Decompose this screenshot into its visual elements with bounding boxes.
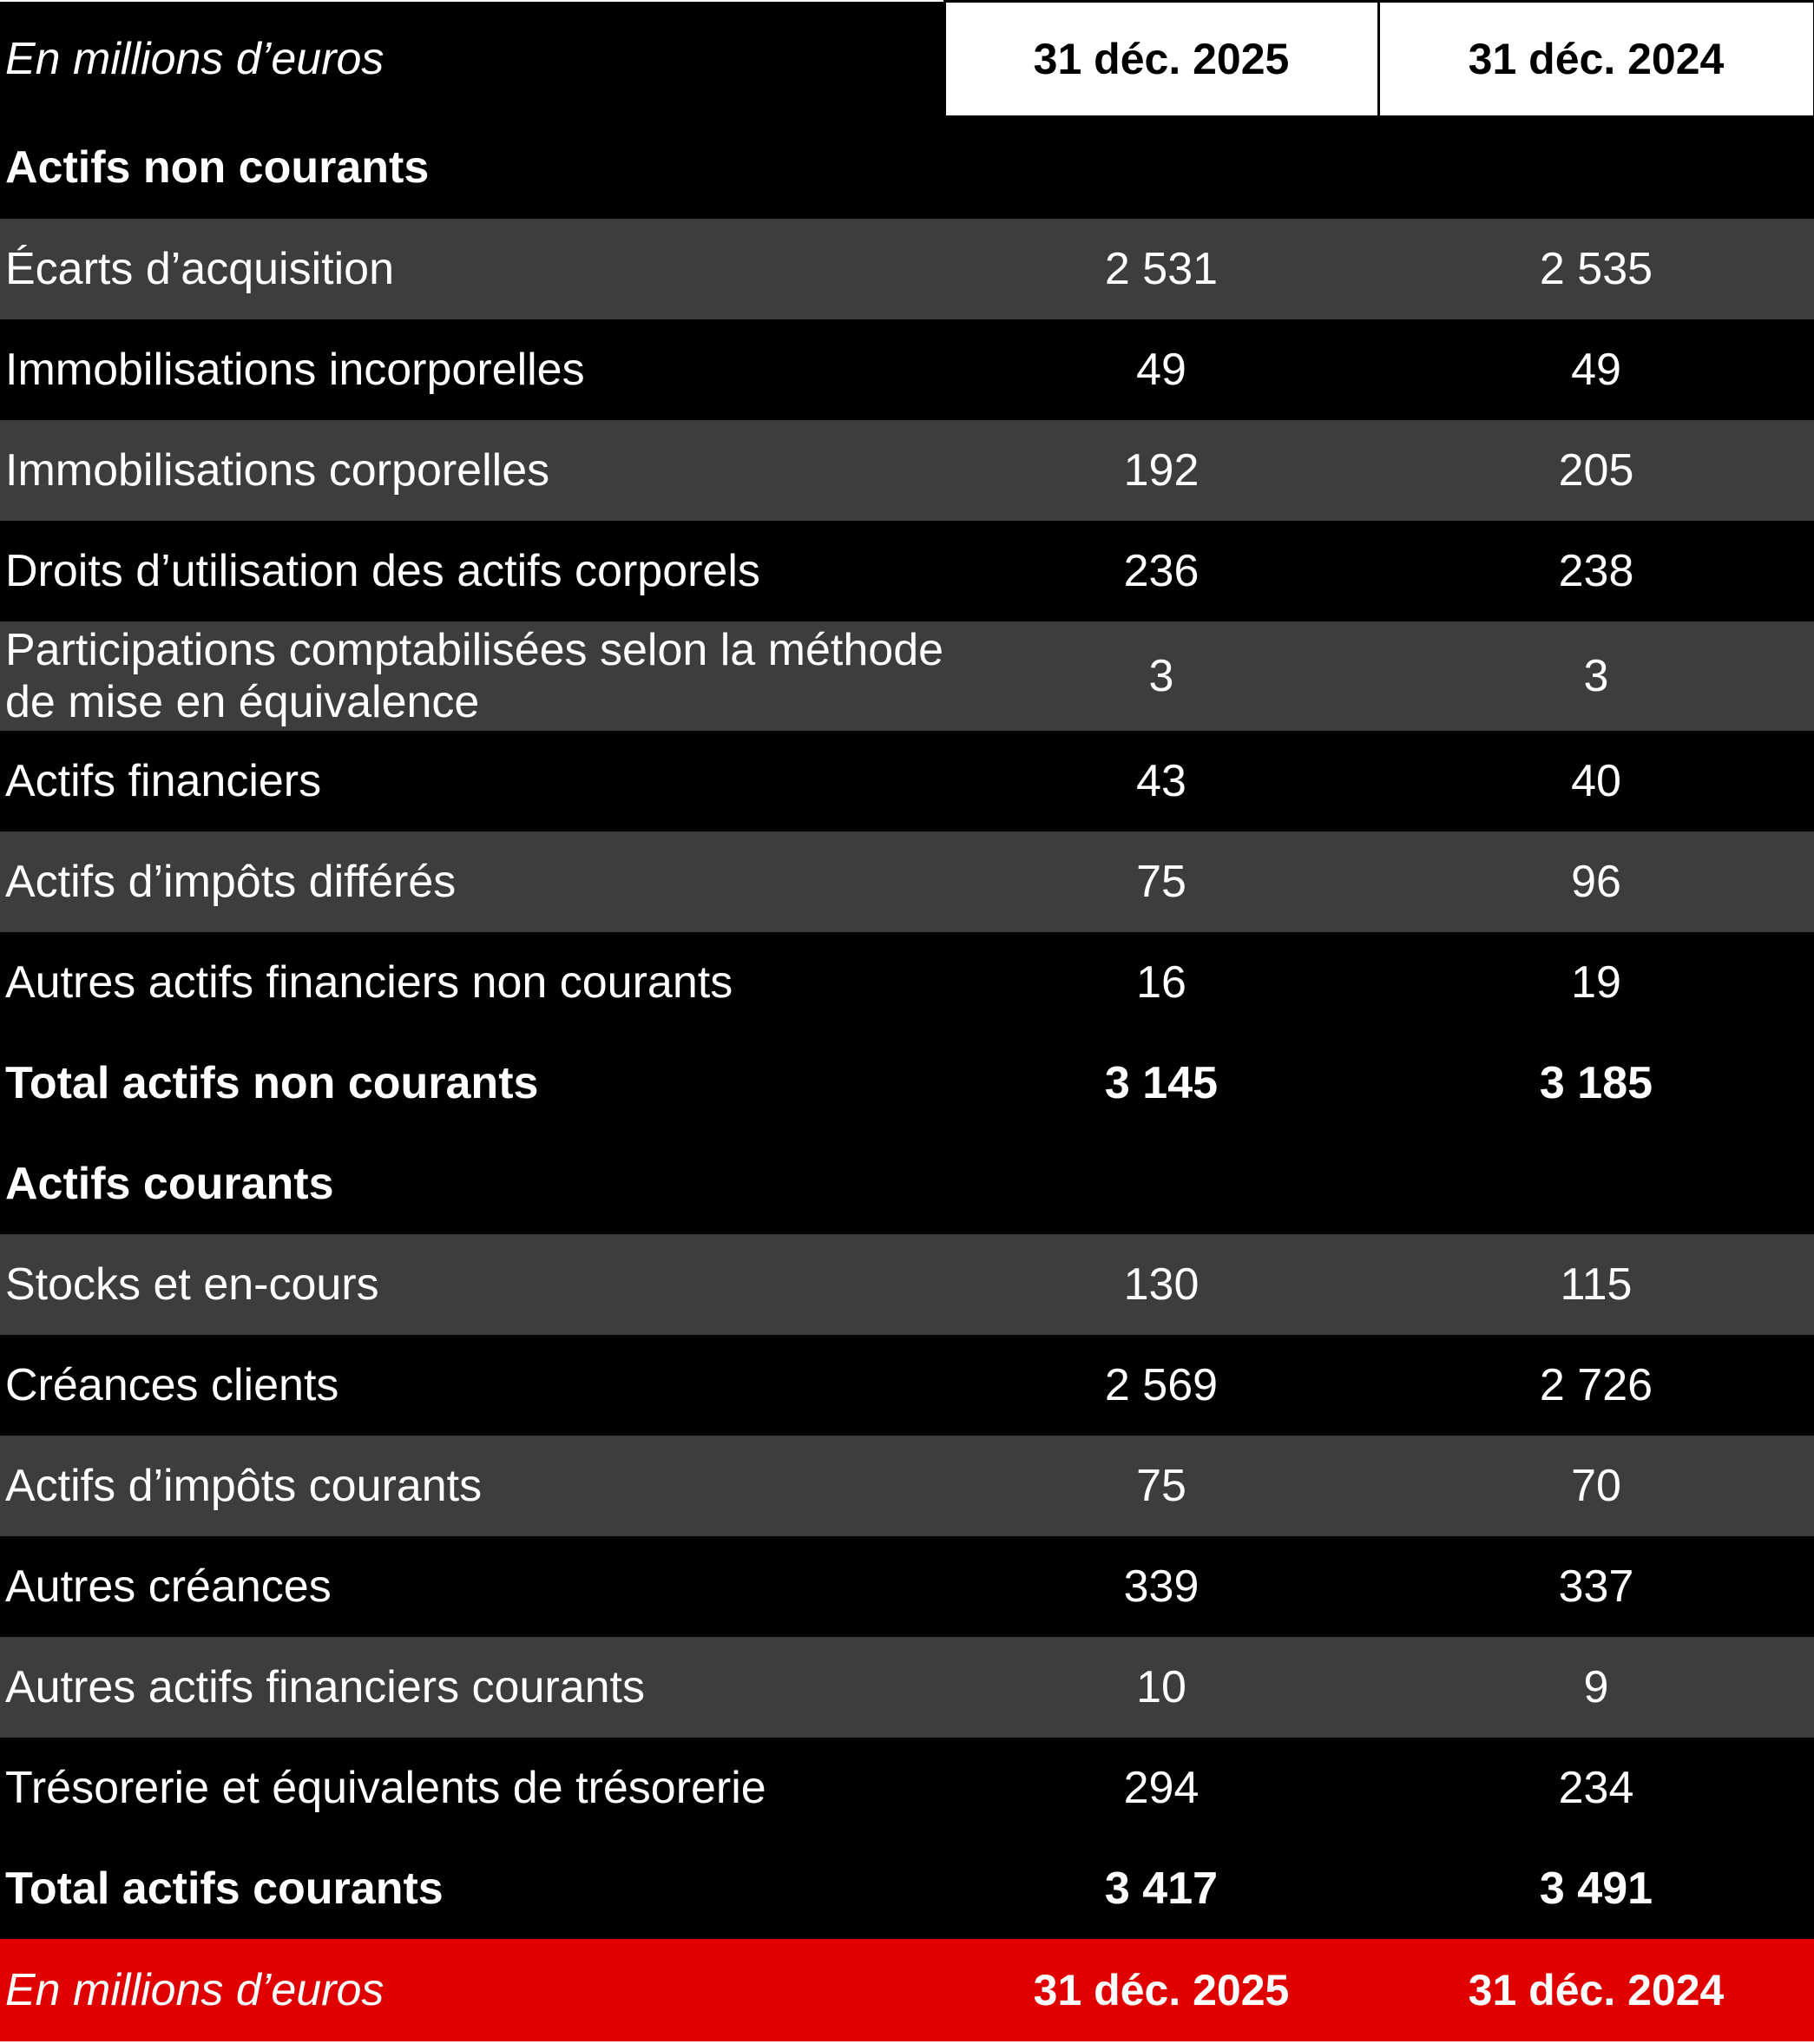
row-label: Actifs courants — [0, 1134, 944, 1234]
value-2024: 234 — [1378, 1738, 1814, 1838]
table-row — [0, 521, 1814, 621]
value-2024: 19 — [1378, 932, 1814, 1033]
table-row — [0, 420, 1814, 521]
table-row — [0, 731, 1814, 831]
row-label: Droits d’utilisation des actifs corporels — [0, 521, 944, 621]
footer-column-2025: 31 déc. 2025 — [944, 1939, 1378, 2041]
footer-unit-label: En millions d’euros — [0, 1939, 944, 2041]
value-2025 — [944, 1134, 1378, 1234]
row-label: Participations comptabilisées selon la méthode de mise en équivalence — [0, 621, 944, 731]
value-2025: 49 — [944, 319, 1378, 420]
value-2025: 2 569 — [944, 1335, 1378, 1436]
value-2024 — [1378, 117, 1814, 220]
value-2025: 339 — [944, 1536, 1378, 1637]
section-row-non-current-assets — [0, 117, 1814, 220]
value-2025: 130 — [944, 1234, 1378, 1335]
table-row — [0, 219, 1814, 319]
value-2025: 75 — [944, 831, 1378, 932]
value-2024: 2 726 — [1378, 1335, 1814, 1436]
row-label: Autres actifs financiers non courants — [0, 932, 944, 1033]
value-2025: 192 — [944, 420, 1378, 521]
value-2025: 236 — [944, 521, 1378, 621]
value-2025: 16 — [944, 932, 1378, 1033]
column-header-2025: 31 déc. 2025 — [944, 2, 1378, 117]
value-2025: 294 — [944, 1738, 1378, 1838]
value-2024: 9 — [1378, 1637, 1814, 1738]
value-2024: 40 — [1378, 731, 1814, 831]
table-row — [0, 1536, 1814, 1637]
table-footer-row — [0, 1939, 1814, 2041]
value-2025: 3 — [944, 621, 1378, 731]
row-label: Créances clients — [0, 1335, 944, 1436]
table-row — [0, 621, 1814, 731]
unit-label: En millions d’euros — [0, 2, 944, 117]
table-row — [0, 1335, 1814, 1436]
section-row-current-assets — [0, 1134, 1814, 1234]
table-row — [0, 1738, 1814, 1838]
table-row — [0, 1436, 1814, 1536]
row-label: Trésorerie et équivalents de trésorerie — [0, 1738, 944, 1838]
value-2025: 10 — [944, 1637, 1378, 1738]
table-row — [0, 319, 1814, 420]
table-row — [0, 1234, 1814, 1335]
row-label: Stocks et en-cours — [0, 1234, 944, 1335]
value-2024: 337 — [1378, 1536, 1814, 1637]
value-2024 — [1378, 1134, 1814, 1234]
row-label: Actifs non courants — [0, 117, 944, 220]
row-label: Immobilisations incorporelles — [0, 319, 944, 420]
total-row-current-assets — [0, 1838, 1814, 1939]
total-row-non-current-assets — [0, 1033, 1814, 1134]
value-2024: 2 535 — [1378, 219, 1814, 319]
table-row — [0, 831, 1814, 932]
table-row — [0, 1637, 1814, 1738]
row-label: Écarts d’acquisition — [0, 219, 944, 319]
value-2025: 3 145 — [944, 1033, 1378, 1134]
value-2025: 3 417 — [944, 1838, 1378, 1939]
row-label: Total actifs non courants — [0, 1033, 944, 1134]
footer-column-2024: 31 déc. 2024 — [1378, 1939, 1814, 2041]
row-label: Autres créances — [0, 1536, 944, 1637]
value-2024: 49 — [1378, 319, 1814, 420]
value-2024: 3 185 — [1378, 1033, 1814, 1134]
row-label: Total actifs courants — [0, 1838, 944, 1939]
value-2024: 3 — [1378, 621, 1814, 731]
row-label: Actifs d’impôts différés — [0, 831, 944, 932]
value-2025: 2 531 — [944, 219, 1378, 319]
column-header-2024: 31 déc. 2024 — [1378, 2, 1814, 117]
value-2024: 238 — [1378, 521, 1814, 621]
table-header-row — [0, 2, 1814, 117]
value-2024: 3 491 — [1378, 1838, 1814, 1939]
row-label: Immobilisations corporelles — [0, 420, 944, 521]
value-2024: 70 — [1378, 1436, 1814, 1536]
value-2025 — [944, 117, 1378, 220]
value-2024: 205 — [1378, 420, 1814, 521]
value-2024: 115 — [1378, 1234, 1814, 1335]
row-label: Actifs financiers — [0, 731, 944, 831]
value-2025: 43 — [944, 731, 1378, 831]
value-2024: 96 — [1378, 831, 1814, 932]
value-2025: 75 — [944, 1436, 1378, 1536]
row-label: Autres actifs financiers courants — [0, 1637, 944, 1738]
row-label: Actifs d’impôts courants — [0, 1436, 944, 1536]
table-row — [0, 932, 1814, 1033]
